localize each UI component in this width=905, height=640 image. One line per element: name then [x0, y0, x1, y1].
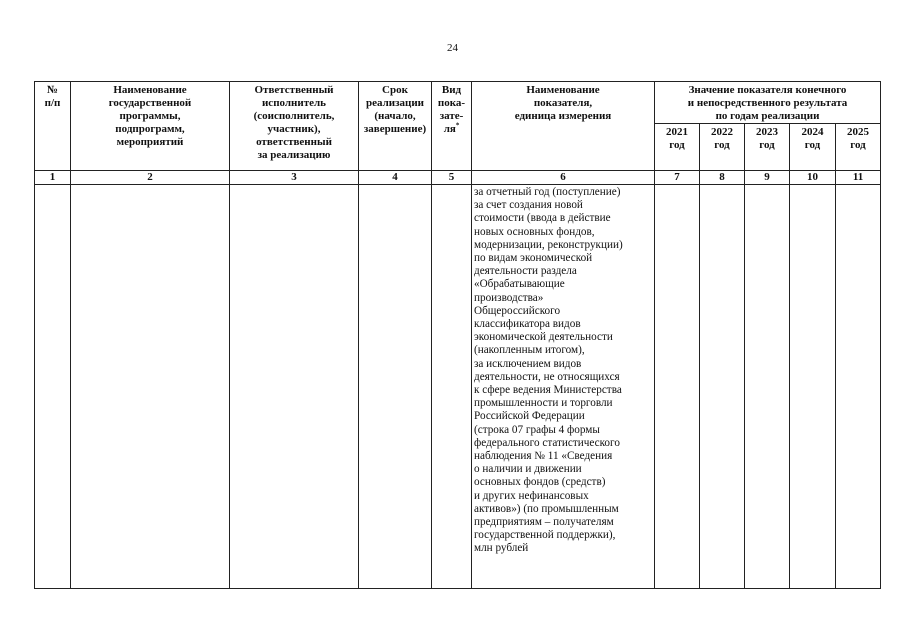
header-year-2024: 2024 год	[790, 124, 836, 171]
cell-indicator	[472, 185, 655, 589]
indicator-line: «Обрабатывающие	[474, 278, 565, 291]
indicator-line: (накопленным итогом),	[474, 344, 585, 357]
indicator-line: по видам экономической	[474, 252, 593, 265]
indicator-line: федерального статистического	[474, 436, 620, 449]
cell-value-2025	[836, 185, 881, 589]
indicator-line: за отчетный год (поступление)	[474, 186, 621, 198]
indicator-line: млн рублей	[474, 542, 529, 555]
cell-kind	[432, 185, 472, 589]
indicator-line: производства»	[474, 291, 544, 304]
indicator-line: модернизации, реконструкции)	[474, 238, 623, 251]
header-year-2022: 2022 год	[700, 124, 745, 171]
cell-number	[35, 185, 71, 589]
indicators-table	[34, 81, 881, 589]
indicator-line: (строка 07 графы 4 формы	[474, 423, 600, 436]
column-number: 5	[432, 171, 472, 185]
indicator-description	[472, 185, 654, 556]
indicator-line: активов») (по промышленным	[474, 502, 619, 515]
cell-value-2023	[745, 185, 790, 589]
header-year-2023: 2023 год	[745, 124, 790, 171]
column-numbers-row	[35, 171, 881, 185]
header-executor: Ответственный исполнитель (соисполнитель, участник), ответственный за реализацию	[230, 82, 359, 171]
column-number: 2	[71, 171, 230, 185]
header-number: № п/п	[35, 82, 71, 171]
header-values-group: Значение показателя конечного и непосредственного результата по годам реализации	[655, 82, 881, 124]
header-term: Срок реализации (начало, завершение)	[359, 82, 432, 171]
cell-value-2024	[790, 185, 836, 589]
indicator-line: деятельности, не относящихся	[474, 370, 620, 383]
indicator-line: стоимости (ввода в действие	[474, 212, 611, 225]
cell-executor	[230, 185, 359, 589]
cell-value-2022	[700, 185, 745, 589]
column-number: 4	[359, 171, 432, 185]
column-number: 8	[700, 171, 745, 185]
indicator-line: экономической деятельности	[474, 331, 613, 344]
header-kind: Вид пока- зате- ля*	[432, 82, 472, 171]
header-indicator: Наименование показателя, единица измерения	[472, 82, 655, 171]
column-number: 6	[472, 171, 655, 185]
header-year-2021: 2021 год	[655, 124, 700, 171]
table-row	[35, 185, 881, 589]
indicator-line: наблюдения № 11 «Сведения	[474, 450, 613, 463]
indicator-line: к сфере ведения Министерства	[474, 384, 622, 397]
indicator-line: Российской Федерации	[474, 410, 585, 423]
column-number: 10	[790, 171, 836, 185]
indicator-line: за счет создания новой	[474, 199, 583, 212]
page-number: 24	[447, 42, 458, 54]
column-number: 1	[35, 171, 71, 185]
indicator-line: государственной поддержки),	[474, 529, 616, 542]
cell-program	[71, 185, 230, 589]
column-number: 11	[836, 171, 881, 185]
footnote-mark: *	[455, 121, 460, 130]
indicator-line: основных фондов (средств)	[474, 476, 606, 489]
indicator-line: о наличии и движении	[474, 463, 582, 476]
indicator-line: новых основных фондов,	[474, 225, 595, 238]
cell-value-2021	[655, 185, 700, 589]
column-number: 9	[745, 171, 790, 185]
column-number: 7	[655, 171, 700, 185]
indicator-line: Общероссийского	[474, 304, 561, 317]
header-year-2025: 2025 год	[836, 124, 881, 171]
indicator-line: промышленности и торговли	[474, 397, 613, 410]
indicator-line: предприятиям – получателям	[474, 516, 614, 529]
indicator-line: и других нефинансовых	[474, 489, 589, 502]
indicator-line: за исключением видов	[474, 357, 582, 370]
column-number: 3	[230, 171, 359, 185]
indicator-line: классификатора видов	[474, 318, 581, 331]
header-program: Наименование государственной программы, подпрограмм, мероприятий	[71, 82, 230, 171]
cell-term	[359, 185, 432, 589]
indicator-line: деятельности раздела	[474, 265, 577, 278]
